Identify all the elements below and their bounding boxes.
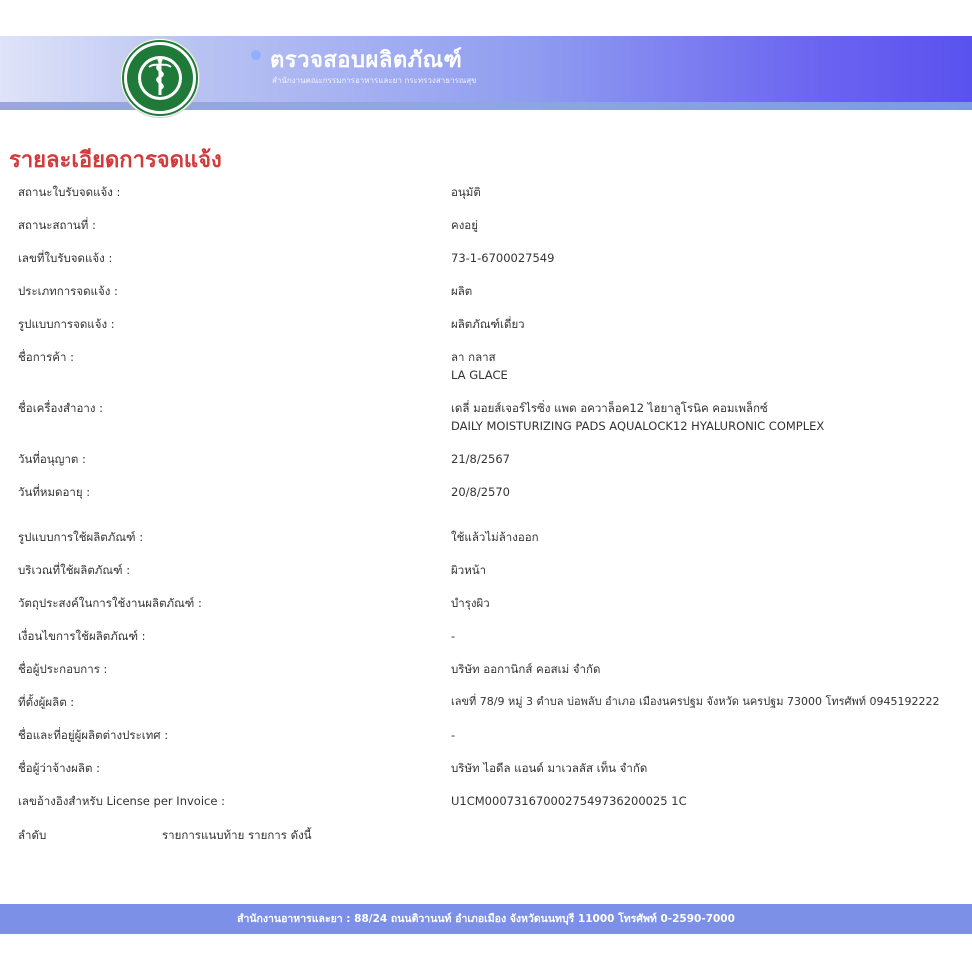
row-value-english: DAILY MOISTURIZING PADS AQUALOCK12 HYALURONIC COMPLEX <box>451 419 825 433</box>
row-value: ลา กลาส <box>451 350 496 364</box>
row-label: ประเภทการจดแจ้ง : <box>18 284 118 298</box>
row-label: สถานะสถานที่ : <box>18 218 96 232</box>
row-value: คงอยู่ <box>451 218 478 232</box>
row-label: รูปแบบการใช้ผลิตภัณฑ์ : <box>18 530 144 544</box>
row-value: ผลิตภัณฑ์เดี่ยว <box>451 317 525 331</box>
row-value: U1CM0007316700027549736200025 1C <box>451 794 687 808</box>
row-value: บริษัท ออกานิกส์ คอสเม่ จำกัด <box>451 662 601 676</box>
row-label: ชื่อเครื่องสำอาง : <box>18 401 104 415</box>
ministry-logo[interactable] <box>121 39 199 117</box>
row-value-english: LA GLACE <box>451 368 508 382</box>
site-title[interactable]: ตรวจสอบผลิตภัณฑ์ <box>270 48 463 73</box>
row-label: เลขที่ใบรับจดแจ้ง : <box>18 251 113 265</box>
row-value: เดลี่ มอยส์เจอร์ไรซิ่ง แพด อควาล็อค12 ไฮยาลูโรนิค คอมเพล็กซ์ <box>451 401 768 415</box>
ministry-seal-icon <box>121 39 199 117</box>
row-value: อนุมัติ <box>451 185 481 199</box>
row-value: เลขที่ 78/9 หมู่ 3 ตำบล บ่อพลับ อำเภอ เมืองนครปฐม จังหวัด นครปฐม 73000 โทรศัพท์ 0945192222 <box>451 695 940 708</box>
row-label: วันที่อนุญาต : <box>18 452 86 466</box>
row-label: เงื่อนไขการใช้ผลิตภัณฑ์ : <box>18 629 146 643</box>
row-value: 20/8/2570 <box>451 485 510 499</box>
row-value: บริษัท ไอดีล แอนด์ มาเวลลัส เท็น จำกัด <box>451 761 648 775</box>
sequence-label: ลำดับ <box>18 828 47 842</box>
row-label: ชื่อผู้ว่าจ้างผลิต : <box>18 761 100 775</box>
title-bullet-icon <box>251 50 261 60</box>
site-footer: สำนักงานอาหารและยา : 88/24 ถนนติวานนท์ อำเภอเมือง จังหวัดนนทบุรี 11000 โทรศัพท์ 0-2590-7000 <box>0 904 972 934</box>
row-value: ใช้แล้วไม่ล้างออก <box>451 530 539 544</box>
row-label: ชื่อผู้ประกอบการ : <box>18 662 108 676</box>
row-label: ที่ตั้งผู้ผลิต : <box>18 695 75 709</box>
row-value: - <box>451 728 456 742</box>
row-value: 21/8/2567 <box>451 452 510 466</box>
row-label: สถานะใบรับจดแจ้ง : <box>18 185 121 199</box>
row-label: เลขอ้างอิงสำหรับ License per Invoice : <box>18 794 225 808</box>
attachment-list-text: รายการแนบท้าย รายการ ดังนี้ <box>162 828 312 842</box>
row-value: บำรุงผิว <box>451 596 490 610</box>
row-value: 73-1-6700027549 <box>451 251 555 265</box>
row-value: ผิวหน้า <box>451 563 487 577</box>
row-label: วัตถุประสงค์ในการใช้งานผลิตภัณฑ์ : <box>18 596 202 610</box>
row-label: ชื่อและที่อยู่ผู้ผลิตต่างประเทศ : <box>18 728 169 742</box>
row-value: ผลิต <box>451 284 473 298</box>
row-label: บริเวณที่ใช้ผลิตภัณฑ์ : <box>18 563 131 577</box>
row-value: - <box>451 629 456 643</box>
row-label: รูปแบบการจดแจ้ง : <box>18 317 115 331</box>
site-subtitle: สำนักงานคณะกรรมการอาหารและยา กระทรวงสาธารณสุข <box>272 76 477 85</box>
page-title: รายละเอียดการจดแจ้ง <box>9 148 222 173</box>
row-label: วันที่หมดอายุ : <box>18 485 91 499</box>
row-label: ชื่อการค้า : <box>18 350 74 364</box>
